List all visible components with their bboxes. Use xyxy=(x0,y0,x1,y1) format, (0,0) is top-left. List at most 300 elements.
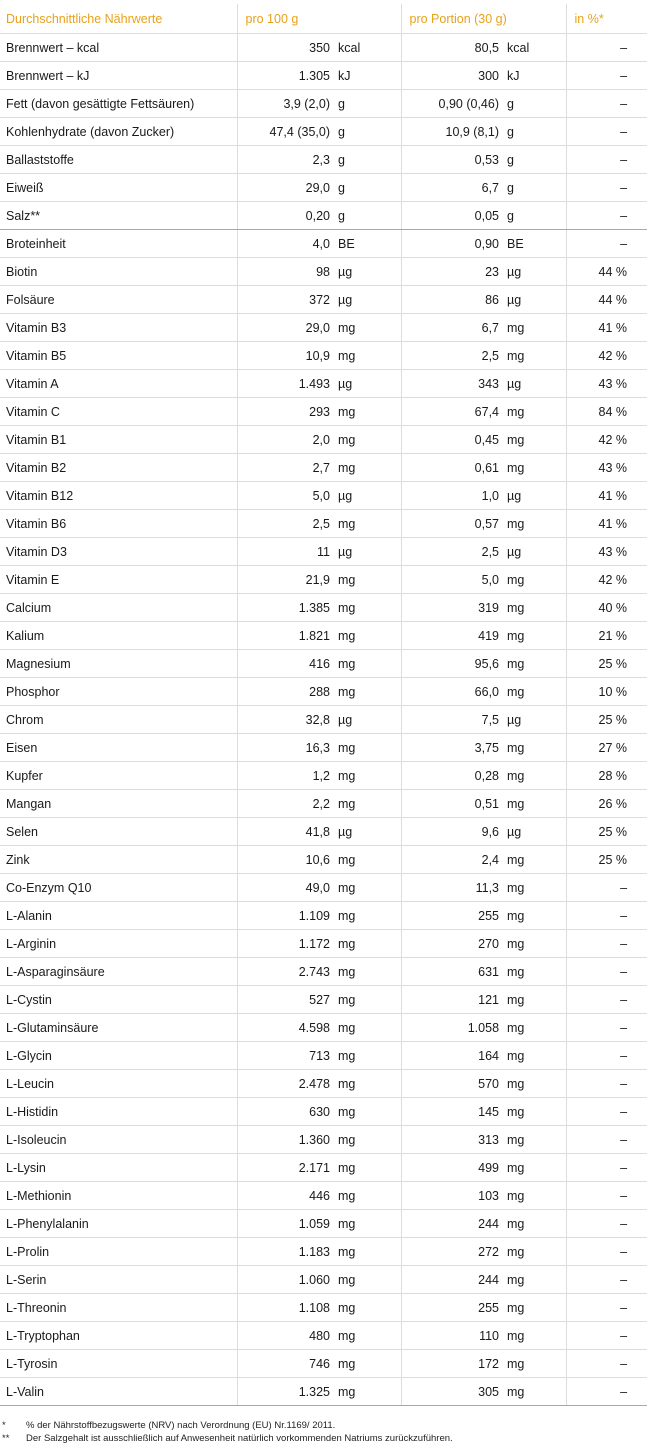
unit-per-portion: mg xyxy=(507,1182,566,1210)
unit-per-portion: mg xyxy=(507,902,566,930)
unit-per-100g: µg xyxy=(338,258,401,286)
value-per-portion: 270 xyxy=(401,930,507,958)
unit-per-portion: g xyxy=(507,118,566,146)
unit-per-portion: µg xyxy=(507,538,566,566)
nutrient-name: Selen xyxy=(0,818,237,846)
nutrient-name: L-Asparaginsäure xyxy=(0,958,237,986)
nutrient-name: Salz** xyxy=(0,202,237,230)
table-row xyxy=(0,622,647,650)
unit-per-100g: mg xyxy=(338,1182,401,1210)
unit-per-portion: mg xyxy=(507,1378,566,1406)
nrv-percent: 26 % xyxy=(566,790,647,818)
value-per-portion: 0,05 xyxy=(401,202,507,230)
unit-per-100g: mg xyxy=(338,958,401,986)
value-per-100g: 2,2 xyxy=(237,790,338,818)
unit-per-100g: mg xyxy=(338,1294,401,1322)
nutrient-name: L-Tryptophan xyxy=(0,1322,237,1350)
nutrient-name: L-Threonin xyxy=(0,1294,237,1322)
value-per-100g: 2.743 xyxy=(237,958,338,986)
unit-per-100g: g xyxy=(338,202,401,230)
table-row xyxy=(0,790,647,818)
nutrient-name: Biotin xyxy=(0,258,237,286)
footnote-mark: ** xyxy=(2,1433,10,1444)
unit-per-portion: mg xyxy=(507,1042,566,1070)
unit-per-portion: g xyxy=(507,90,566,118)
value-per-portion: 23 xyxy=(401,258,507,286)
nrv-percent: 25 % xyxy=(566,818,647,846)
value-per-100g: 1.325 xyxy=(237,1378,338,1406)
table-row xyxy=(0,370,647,398)
nutrient-name: L-Methionin xyxy=(0,1182,237,1210)
value-per-portion: 66,0 xyxy=(401,678,507,706)
value-per-100g: 416 xyxy=(237,650,338,678)
nutrient-name: Vitamin B5 xyxy=(0,342,237,370)
table-row xyxy=(0,1042,647,1070)
value-per-portion: 6,7 xyxy=(401,174,507,202)
nrv-percent: – xyxy=(566,1350,647,1378)
nutrient-name: L-Serin xyxy=(0,1266,237,1294)
table-row xyxy=(0,930,647,958)
unit-per-100g: mg xyxy=(338,902,401,930)
nrv-percent: – xyxy=(566,146,647,174)
value-per-100g: 1.305 xyxy=(237,62,338,90)
table-row xyxy=(0,958,647,986)
value-per-portion: 631 xyxy=(401,958,507,986)
unit-per-portion: kJ xyxy=(507,62,566,90)
nutrition-table xyxy=(0,4,647,1406)
value-per-portion: 67,4 xyxy=(401,398,507,426)
nutrient-name: L-Alanin xyxy=(0,902,237,930)
unit-per-100g: g xyxy=(338,118,401,146)
unit-per-100g: mg xyxy=(338,846,401,874)
nutrient-name: Broteinheit xyxy=(0,230,237,258)
nutrient-name: Vitamin B1 xyxy=(0,426,237,454)
unit-per-portion: µg xyxy=(507,482,566,510)
value-per-100g: 98 xyxy=(237,258,338,286)
value-per-portion: 300 xyxy=(401,62,507,90)
value-per-100g: 1.821 xyxy=(237,622,338,650)
unit-per-100g: mg xyxy=(338,678,401,706)
unit-per-100g: mg xyxy=(338,986,401,1014)
table-row xyxy=(0,1014,647,1042)
unit-per-100g: mg xyxy=(338,930,401,958)
nrv-percent: 84 % xyxy=(566,398,647,426)
value-per-portion: 2,5 xyxy=(401,538,507,566)
value-per-100g: 1.172 xyxy=(237,930,338,958)
nutrient-name: Mangan xyxy=(0,790,237,818)
value-per-portion: 0,51 xyxy=(401,790,507,818)
unit-per-100g: mg xyxy=(338,1098,401,1126)
table-row xyxy=(0,1322,647,1350)
unit-per-portion: mg xyxy=(507,398,566,426)
nrv-percent: – xyxy=(566,1070,647,1098)
value-per-portion: 0,90 xyxy=(401,230,507,258)
nutrient-name: Calcium xyxy=(0,594,237,622)
unit-per-portion: mg xyxy=(507,426,566,454)
value-per-portion: 95,6 xyxy=(401,650,507,678)
nrv-percent: 21 % xyxy=(566,622,647,650)
unit-per-100g: g xyxy=(338,174,401,202)
value-per-portion: 7,5 xyxy=(401,706,507,734)
value-per-portion: 9,6 xyxy=(401,818,507,846)
nrv-percent: 25 % xyxy=(566,706,647,734)
unit-per-portion: mg xyxy=(507,1098,566,1126)
nrv-percent: 27 % xyxy=(566,734,647,762)
nutrient-name: Vitamin E xyxy=(0,566,237,594)
value-per-100g: 2,7 xyxy=(237,454,338,482)
unit-per-portion: µg xyxy=(507,706,566,734)
value-per-portion: 343 xyxy=(401,370,507,398)
value-per-portion: 86 xyxy=(401,286,507,314)
value-per-portion: 319 xyxy=(401,594,507,622)
unit-per-100g: kcal xyxy=(338,34,401,62)
table-header-row xyxy=(0,4,647,34)
table-row xyxy=(0,762,647,790)
unit-per-portion: mg xyxy=(507,510,566,538)
unit-per-portion: mg xyxy=(507,1238,566,1266)
value-per-100g: 21,9 xyxy=(237,566,338,594)
value-per-portion: 305 xyxy=(401,1378,507,1406)
unit-per-portion: mg xyxy=(507,986,566,1014)
nutrient-name: Fett (davon gesättigte Fettsäuren) xyxy=(0,90,237,118)
nrv-percent: – xyxy=(566,34,647,62)
unit-per-portion: BE xyxy=(507,230,566,258)
unit-per-100g: mg xyxy=(338,1238,401,1266)
unit-per-portion: mg xyxy=(507,734,566,762)
value-per-portion: 244 xyxy=(401,1210,507,1238)
value-per-100g: 41,8 xyxy=(237,818,338,846)
unit-per-portion: mg xyxy=(507,1294,566,1322)
unit-per-100g: mg xyxy=(338,1378,401,1406)
value-per-100g: 746 xyxy=(237,1350,338,1378)
value-per-100g: 1.183 xyxy=(237,1238,338,1266)
nutrient-name: Kohlenhydrate (davon Zucker) xyxy=(0,118,237,146)
unit-per-100g: mg xyxy=(338,622,401,650)
table-row xyxy=(0,426,647,454)
unit-per-portion: mg xyxy=(507,930,566,958)
nutrient-name: L-Tyrosin xyxy=(0,1350,237,1378)
unit-per-100g: µg xyxy=(338,538,401,566)
table-row xyxy=(0,1238,647,1266)
unit-per-portion: mg xyxy=(507,1070,566,1098)
nrv-percent: – xyxy=(566,1266,647,1294)
value-per-100g: 713 xyxy=(237,1042,338,1070)
nutrient-name: L-Glutaminsäure xyxy=(0,1014,237,1042)
nutrient-name: Vitamin B2 xyxy=(0,454,237,482)
nutrient-name: L-Phenylalanin xyxy=(0,1210,237,1238)
value-per-portion: 0,28 xyxy=(401,762,507,790)
value-per-100g: 29,0 xyxy=(237,174,338,202)
nutrient-name: Brennwert – kJ xyxy=(0,62,237,90)
table-row xyxy=(0,34,647,62)
table-row xyxy=(0,1266,647,1294)
value-per-100g: 29,0 xyxy=(237,314,338,342)
table-row xyxy=(0,986,647,1014)
value-per-portion: 80,5 xyxy=(401,34,507,62)
unit-per-portion: mg xyxy=(507,846,566,874)
unit-per-100g: mg xyxy=(338,454,401,482)
nutrient-name: L-Glycin xyxy=(0,1042,237,1070)
nrv-percent: – xyxy=(566,1210,647,1238)
unit-per-portion: mg xyxy=(507,958,566,986)
table-row xyxy=(0,202,647,230)
nrv-percent: 43 % xyxy=(566,370,647,398)
nutrient-name: Vitamin A xyxy=(0,370,237,398)
unit-per-100g: mg xyxy=(338,1070,401,1098)
unit-per-portion: µg xyxy=(507,370,566,398)
table-row xyxy=(0,1126,647,1154)
unit-per-100g: mg xyxy=(338,594,401,622)
table-row xyxy=(0,650,647,678)
table-row xyxy=(0,818,647,846)
unit-per-100g: mg xyxy=(338,398,401,426)
unit-per-portion: mg xyxy=(507,1210,566,1238)
nrv-percent: – xyxy=(566,90,647,118)
footnote-text: % der Nährstoffbezugswerte (NRV) nach Verordnung (EU) Nr.1169/ 2011. xyxy=(26,1420,336,1431)
value-per-100g: 288 xyxy=(237,678,338,706)
table-row xyxy=(0,398,647,426)
unit-per-100g: mg xyxy=(338,762,401,790)
nutrient-name: Kalium xyxy=(0,622,237,650)
value-per-100g: 350 xyxy=(237,34,338,62)
table-row xyxy=(0,90,647,118)
unit-per-portion: mg xyxy=(507,1350,566,1378)
nutrient-name: Ballaststoffe xyxy=(0,146,237,174)
unit-per-portion: µg xyxy=(507,818,566,846)
unit-per-100g: mg xyxy=(338,790,401,818)
unit-per-100g: µg xyxy=(338,482,401,510)
nutrient-name: Eisen xyxy=(0,734,237,762)
value-per-portion: 5,0 xyxy=(401,566,507,594)
unit-per-portion: mg xyxy=(507,762,566,790)
nutrient-name: Brennwert – kcal xyxy=(0,34,237,62)
unit-per-100g: mg xyxy=(338,874,401,902)
value-per-portion: 1.058 xyxy=(401,1014,507,1042)
nutrient-name: Vitamin B12 xyxy=(0,482,237,510)
nrv-percent: – xyxy=(566,1042,647,1070)
nrv-percent: – xyxy=(566,1294,647,1322)
unit-per-portion: µg xyxy=(507,258,566,286)
table-row xyxy=(0,1378,647,1406)
value-per-100g: 10,9 xyxy=(237,342,338,370)
value-per-100g: 1.060 xyxy=(237,1266,338,1294)
nutrient-name: Co-Enzym Q10 xyxy=(0,874,237,902)
table-row xyxy=(0,342,647,370)
value-per-100g: 3,9 (2,0) xyxy=(237,90,338,118)
nrv-percent: – xyxy=(566,1126,647,1154)
unit-per-portion: mg xyxy=(507,1014,566,1042)
nrv-percent: – xyxy=(566,62,647,90)
table-row xyxy=(0,118,647,146)
nrv-percent: 41 % xyxy=(566,314,647,342)
value-per-100g: 1.108 xyxy=(237,1294,338,1322)
table-row xyxy=(0,1154,647,1182)
nutrient-name: L-Valin xyxy=(0,1378,237,1406)
header-nutrient: Durchschnittliche Nährwerte xyxy=(0,4,237,34)
nrv-percent: – xyxy=(566,1014,647,1042)
table-row xyxy=(0,734,647,762)
nrv-percent: 41 % xyxy=(566,510,647,538)
unit-per-100g: mg xyxy=(338,650,401,678)
value-per-portion: 1,0 xyxy=(401,482,507,510)
nutrient-name: Vitamin C xyxy=(0,398,237,426)
value-per-100g: 4.598 xyxy=(237,1014,338,1042)
nrv-percent: 44 % xyxy=(566,258,647,286)
nrv-percent: – xyxy=(566,1322,647,1350)
unit-per-100g: kJ xyxy=(338,62,401,90)
value-per-portion: 164 xyxy=(401,1042,507,1070)
value-per-100g: 5,0 xyxy=(237,482,338,510)
nutrient-name: L-Cystin xyxy=(0,986,237,1014)
table-row xyxy=(0,594,647,622)
nrv-percent: 41 % xyxy=(566,482,647,510)
value-per-100g: 11 xyxy=(237,538,338,566)
nutrient-name: Chrom xyxy=(0,706,237,734)
unit-per-portion: mg xyxy=(507,594,566,622)
value-per-portion: 2,4 xyxy=(401,846,507,874)
value-per-100g: 630 xyxy=(237,1098,338,1126)
table-row xyxy=(0,538,647,566)
nrv-percent: 42 % xyxy=(566,566,647,594)
unit-per-100g: mg xyxy=(338,734,401,762)
unit-per-100g: mg xyxy=(338,314,401,342)
value-per-100g: 32,8 xyxy=(237,706,338,734)
unit-per-100g: mg xyxy=(338,1210,401,1238)
unit-per-portion: g xyxy=(507,146,566,174)
unit-per-portion: mg xyxy=(507,1126,566,1154)
value-per-100g: 4,0 xyxy=(237,230,338,258)
table-row xyxy=(0,1070,647,1098)
unit-per-portion: mg xyxy=(507,678,566,706)
table-row xyxy=(0,314,647,342)
header-per-portion: pro Portion (30 g) xyxy=(401,4,566,34)
nrv-percent: 43 % xyxy=(566,538,647,566)
table-row xyxy=(0,846,647,874)
value-per-100g: 2,5 xyxy=(237,510,338,538)
value-per-100g: 0,20 xyxy=(237,202,338,230)
nutrient-name: Eiweiß xyxy=(0,174,237,202)
unit-per-portion: mg xyxy=(507,1266,566,1294)
value-per-portion: 570 xyxy=(401,1070,507,1098)
nrv-percent: 43 % xyxy=(566,454,647,482)
table-row xyxy=(0,1182,647,1210)
table-row xyxy=(0,874,647,902)
nrv-percent: – xyxy=(566,1182,647,1210)
nutrient-name: Phosphor xyxy=(0,678,237,706)
nutrient-name: L-Histidin xyxy=(0,1098,237,1126)
value-per-portion: 0,57 xyxy=(401,510,507,538)
unit-per-portion: mg xyxy=(507,622,566,650)
unit-per-100g: µg xyxy=(338,370,401,398)
nrv-percent: – xyxy=(566,1154,647,1182)
table-row xyxy=(0,1294,647,1322)
value-per-portion: 313 xyxy=(401,1126,507,1154)
value-per-100g: 2,3 xyxy=(237,146,338,174)
value-per-100g: 480 xyxy=(237,1322,338,1350)
value-per-100g: 47,4 (35,0) xyxy=(237,118,338,146)
nutrient-name: L-Prolin xyxy=(0,1238,237,1266)
unit-per-portion: mg xyxy=(507,790,566,818)
value-per-100g: 1.493 xyxy=(237,370,338,398)
value-per-portion: 255 xyxy=(401,1294,507,1322)
nutrient-name: L-Isoleucin xyxy=(0,1126,237,1154)
unit-per-100g: mg xyxy=(338,1014,401,1042)
value-per-portion: 0,90 (0,46) xyxy=(401,90,507,118)
value-per-portion: 11,3 xyxy=(401,874,507,902)
unit-per-100g: mg xyxy=(338,1154,401,1182)
unit-per-100g: µg xyxy=(338,286,401,314)
nrv-percent: – xyxy=(566,1378,647,1406)
unit-per-portion: mg xyxy=(507,454,566,482)
unit-per-100g: mg xyxy=(338,510,401,538)
table-row xyxy=(0,706,647,734)
unit-per-portion: mg xyxy=(507,650,566,678)
nrv-percent: – xyxy=(566,902,647,930)
nrv-percent: – xyxy=(566,230,647,258)
table-row xyxy=(0,62,647,90)
nrv-percent: 42 % xyxy=(566,342,647,370)
value-per-portion: 103 xyxy=(401,1182,507,1210)
value-per-portion: 110 xyxy=(401,1322,507,1350)
nutrient-name: Vitamin B3 xyxy=(0,314,237,342)
nutrient-name: Folsäure xyxy=(0,286,237,314)
unit-per-100g: mg xyxy=(338,566,401,594)
unit-per-portion: mg xyxy=(507,566,566,594)
nrv-percent: – xyxy=(566,202,647,230)
nutrient-name: Magnesium xyxy=(0,650,237,678)
value-per-100g: 2.478 xyxy=(237,1070,338,1098)
value-per-portion: 10,9 (8,1) xyxy=(401,118,507,146)
unit-per-100g: mg xyxy=(338,426,401,454)
value-per-portion: 6,7 xyxy=(401,314,507,342)
value-per-portion: 255 xyxy=(401,902,507,930)
unit-per-100g: µg xyxy=(338,706,401,734)
value-per-portion: 0,61 xyxy=(401,454,507,482)
nrv-percent: 25 % xyxy=(566,650,647,678)
nutrient-name: Kupfer xyxy=(0,762,237,790)
nrv-percent: – xyxy=(566,958,647,986)
footnote-nrv xyxy=(0,1419,640,1432)
table-row xyxy=(0,174,647,202)
value-per-portion: 0,45 xyxy=(401,426,507,454)
value-per-100g: 2,0 xyxy=(237,426,338,454)
table-row xyxy=(0,1098,647,1126)
value-per-100g: 2.171 xyxy=(237,1154,338,1182)
table-row xyxy=(0,454,647,482)
table-row xyxy=(0,678,647,706)
value-per-portion: 499 xyxy=(401,1154,507,1182)
footnote-mark: * xyxy=(2,1420,6,1431)
footnotes xyxy=(0,1419,640,1445)
unit-per-100g: g xyxy=(338,90,401,118)
table-row xyxy=(0,230,647,258)
value-per-100g: 1.059 xyxy=(237,1210,338,1238)
value-per-100g: 293 xyxy=(237,398,338,426)
footnote-text: Der Salzgehalt ist ausschließlich auf Anwesenheit natürlich vorkommenden Natriums zurückzuführen. xyxy=(26,1433,453,1444)
nrv-percent: 44 % xyxy=(566,286,647,314)
value-per-portion: 419 xyxy=(401,622,507,650)
value-per-portion: 2,5 xyxy=(401,342,507,370)
value-per-100g: 1.109 xyxy=(237,902,338,930)
unit-per-portion: kcal xyxy=(507,34,566,62)
nrv-percent: 10 % xyxy=(566,678,647,706)
nrv-percent: – xyxy=(566,174,647,202)
value-per-100g: 527 xyxy=(237,986,338,1014)
footnote-salt xyxy=(0,1432,640,1445)
nrv-percent: – xyxy=(566,118,647,146)
table-row xyxy=(0,510,647,538)
nutrient-name: L-Leucin xyxy=(0,1070,237,1098)
